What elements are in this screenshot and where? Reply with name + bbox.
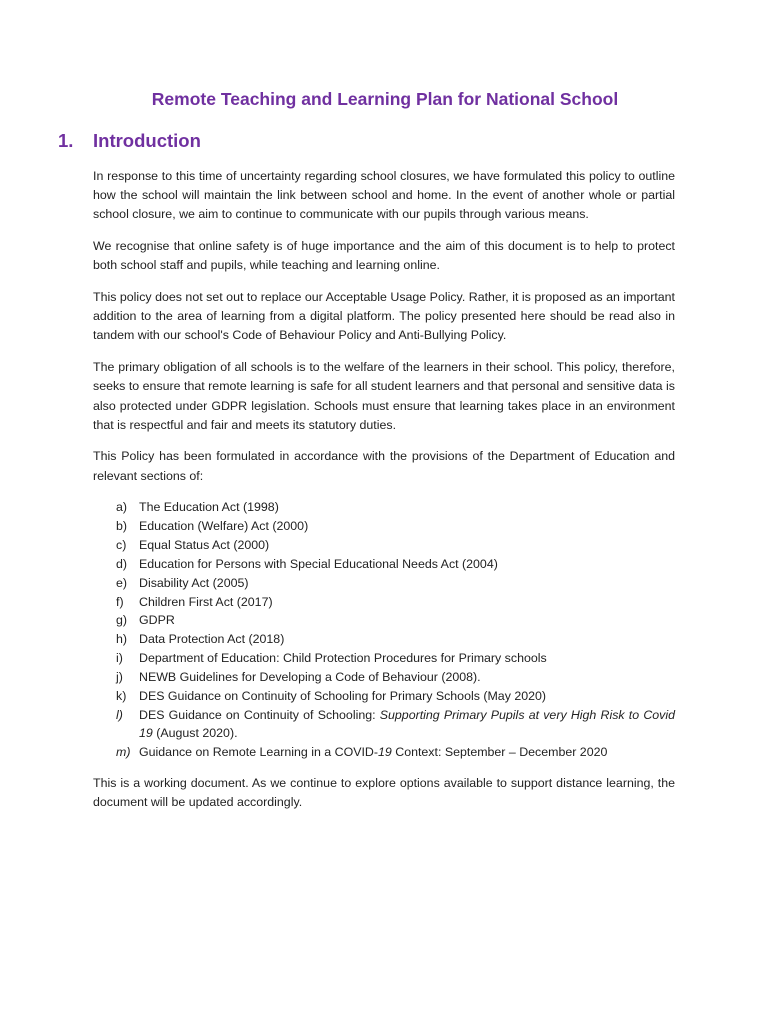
paragraph: This Policy has been formulated in accordance with the provisions of the Department of Education and relevant sections of: xyxy=(93,449,675,483)
list-item-text: GDPR xyxy=(139,613,175,628)
list-item-text-italic: 19 xyxy=(378,745,392,760)
list-item-text: Equal Status Act (2000) xyxy=(139,538,270,553)
list-marker: b) xyxy=(116,519,128,534)
list-marker: d) xyxy=(116,556,128,571)
list-item xyxy=(93,555,675,574)
list-item-text xyxy=(139,708,675,741)
list-item-text: Education (Welfare) Act (2000) xyxy=(139,519,309,534)
list-marker: c) xyxy=(116,538,127,553)
list-marker: a) xyxy=(116,500,128,515)
list-item xyxy=(93,574,675,593)
list-marker: g) xyxy=(116,613,128,628)
list-item-text: DES Guidance on Continuity of Schooling for Primary Schools (May 2020) xyxy=(139,688,547,703)
list-item xyxy=(93,611,675,630)
list-marker: k) xyxy=(116,688,127,703)
list-item xyxy=(93,517,675,536)
section-heading xyxy=(58,130,201,152)
section-number: 1. xyxy=(58,130,74,151)
list-marker: j) xyxy=(116,669,123,684)
list-item-text: Data Protection Act (2018) xyxy=(139,632,285,647)
list-item xyxy=(93,536,675,555)
list-item xyxy=(93,687,675,706)
list-item-text: Disability Act (2005) xyxy=(139,575,249,590)
list-item-text-pre: DES Guidance on Continuity of Schooling: xyxy=(139,707,380,722)
list-item xyxy=(93,706,675,744)
list-item-text: The Education Act (1998) xyxy=(139,500,279,515)
list-marker: i) xyxy=(116,651,123,666)
list-item xyxy=(93,630,675,649)
list-item xyxy=(93,668,675,687)
list-item-text: Education for Persons with Special Educational Needs Act (2004) xyxy=(139,556,498,571)
list-item xyxy=(93,649,675,668)
list-marker: f) xyxy=(116,594,124,609)
list-item-text xyxy=(139,745,607,759)
paragraph: This policy does not set out to replace our Acceptable Usage Policy. Rather, it is proposed as an important addition to the area of learning from a digital platform. The policy presented here should be read also in tandem with our school's Code of Behaviour Policy and Anti-Bullying Policy. xyxy=(93,290,675,343)
list-item-text-post: (August 2020). xyxy=(152,726,238,741)
list-item-text: Department of Education: Child Protection Procedures for Primary schools xyxy=(139,651,547,666)
list-marker: e) xyxy=(116,575,128,590)
list-item xyxy=(93,743,675,762)
list-marker: l) xyxy=(116,707,123,722)
paragraph: In response to this time of uncertainty regarding school closures, we have formulated this policy to outline how the school will maintain the link between school and home. In the event of another whole or partial school closure, we aim to continue to communicate with our pupils through various means. xyxy=(93,169,675,222)
document-body xyxy=(93,167,675,825)
list-item-text: NEWB Guidelines for Developing a Code of Behaviour (2008). xyxy=(139,669,481,684)
document-title: Remote Teaching and Learning Plan for National School xyxy=(151,89,619,109)
list-item xyxy=(93,498,675,517)
list-item-text: Children First Act (2017) xyxy=(139,594,273,609)
list-item-text-pre: Guidance on Remote Learning in a COVID- xyxy=(139,745,378,760)
list-item xyxy=(93,593,675,612)
list-item-text-italic: Supporting Primary Pupils at very High Risk to Covid 19 xyxy=(139,707,675,741)
list-marker: m) xyxy=(116,745,131,760)
closing-paragraph: This is a working document. As we continue to explore options available to support distance learning, the document will be updated accordingly. xyxy=(93,776,675,810)
list-marker: h) xyxy=(116,632,128,647)
paragraph: The primary obligation of all schools is to the welfare of the learners in their school. This policy, therefore, seeks to ensure that remote learning is safe for all student learners and that personal and sensitive data is also protected under GDPR legislation. Schools must ensure that learning takes place in an environment that is respectful and fair and meets its statutory duties. xyxy=(93,360,675,432)
paragraph: We recognise that online safety is of huge importance and the aim of this document is to help to protect both school staff and pupils, while teaching and learning online. xyxy=(93,239,675,273)
list-item-text-post: Context: September – December 2020 xyxy=(391,745,608,760)
legislation-list xyxy=(93,498,675,762)
section-title: Introduction xyxy=(93,130,201,151)
